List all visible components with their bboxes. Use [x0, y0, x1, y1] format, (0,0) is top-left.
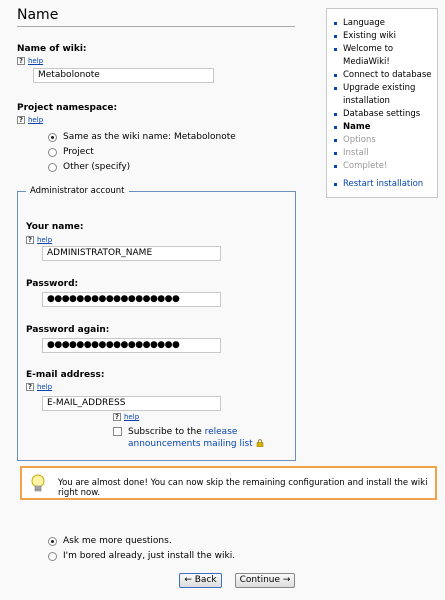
- restart-installation-link[interactable]: Restart installation: [334, 179, 423, 189]
- help-link[interactable]: help: [124, 413, 140, 421]
- notice-text: You are almost done! You can now skip the remaining configuration and install the wiki right now.: [58, 478, 428, 498]
- step-item: Connect to database: [334, 69, 434, 82]
- help-link[interactable]: help: [28, 57, 44, 65]
- wiki-name-help[interactable]: [17, 57, 43, 65]
- step-item: Complete!: [334, 160, 434, 173]
- email-help[interactable]: [26, 383, 52, 391]
- help-icon: ?: [27, 236, 33, 244]
- install-steps-sidebar: [326, 8, 438, 198]
- subscribe-label: [128, 426, 288, 450]
- wiki-name-input[interactable]: Metabolonote: [33, 68, 214, 83]
- step-item: Existing wiki: [334, 30, 434, 43]
- wiki-name-label: Name of wiki:: [17, 44, 87, 54]
- radio-button[interactable]: [48, 148, 57, 157]
- step-item: Options: [334, 134, 434, 147]
- radio-button[interactable]: [48, 537, 57, 546]
- namespace-option-other[interactable]: [48, 162, 130, 172]
- radio-button[interactable]: [48, 163, 57, 172]
- namespace-option-label: Project: [63, 147, 94, 157]
- lightbulb-icon: [30, 474, 46, 494]
- email-label: E-mail address:: [26, 370, 105, 380]
- page-title: Name: [17, 7, 59, 23]
- namespace-help[interactable]: [17, 116, 43, 124]
- namespace-option-project[interactable]: [48, 147, 94, 157]
- namespace-option-label: Same as the wiki name: Metabolonote: [63, 132, 236, 142]
- step-item: Upgrade existing installation: [334, 82, 434, 108]
- your-name-input[interactable]: ADMINISTRATOR_NAME: [42, 246, 221, 261]
- help-icon: ?: [114, 413, 120, 421]
- password-again-input[interactable]: ●●●●●●●●●●●●●●●●●●: [42, 338, 221, 353]
- step-item: Welcome to MediaWiki!: [334, 43, 434, 69]
- radio-button[interactable]: [48, 133, 57, 142]
- namespace-label: Project namespace:: [17, 103, 118, 113]
- lock-icon: [256, 439, 264, 447]
- email-input[interactable]: E-MAIL_ADDRESS: [42, 396, 221, 411]
- subscribe-help[interactable]: [113, 413, 139, 421]
- release-announcements-link[interactable]: release announcements mailing list: [128, 427, 253, 449]
- title-divider: [17, 26, 295, 27]
- subscribe-checkbox[interactable]: [113, 427, 122, 436]
- your-name-label: Your name:: [26, 222, 84, 232]
- password-input[interactable]: ●●●●●●●●●●●●●●●●●●: [42, 292, 221, 307]
- step-item: Database settings: [334, 108, 434, 121]
- install-steps-list: [334, 17, 434, 173]
- help-link[interactable]: help: [28, 116, 44, 124]
- back-button[interactable]: ← Back: [179, 573, 222, 588]
- admin-account-legend: Administrator account: [26, 186, 129, 196]
- almost-done-notice: [20, 466, 437, 500]
- namespace-option-label: Other (specify): [63, 162, 131, 172]
- help-icon: ?: [18, 116, 24, 124]
- your-name-help[interactable]: [26, 236, 52, 244]
- radio-button[interactable]: [48, 552, 57, 561]
- help-link[interactable]: help: [37, 383, 53, 391]
- help-icon: ?: [18, 57, 24, 65]
- option-label: Ask me more questions.: [63, 536, 172, 546]
- password-label: Password:: [26, 279, 79, 289]
- step-item-current: Name: [334, 121, 434, 134]
- ask-more-questions-option[interactable]: [48, 536, 172, 546]
- namespace-option-same[interactable]: [48, 132, 236, 142]
- help-link[interactable]: help: [37, 236, 53, 244]
- option-label: I'm bored already, just install the wiki.: [63, 551, 236, 561]
- continue-button[interactable]: Continue →: [235, 573, 295, 588]
- step-item: Install: [334, 147, 434, 160]
- help-icon: ?: [27, 383, 33, 391]
- just-install-option[interactable]: [48, 551, 235, 561]
- subscribe-prefix: Subscribe to the: [128, 427, 205, 437]
- subscribe-option[interactable]: [113, 426, 288, 450]
- step-item: Language: [334, 17, 434, 30]
- password-again-label: Password again:: [26, 325, 110, 335]
